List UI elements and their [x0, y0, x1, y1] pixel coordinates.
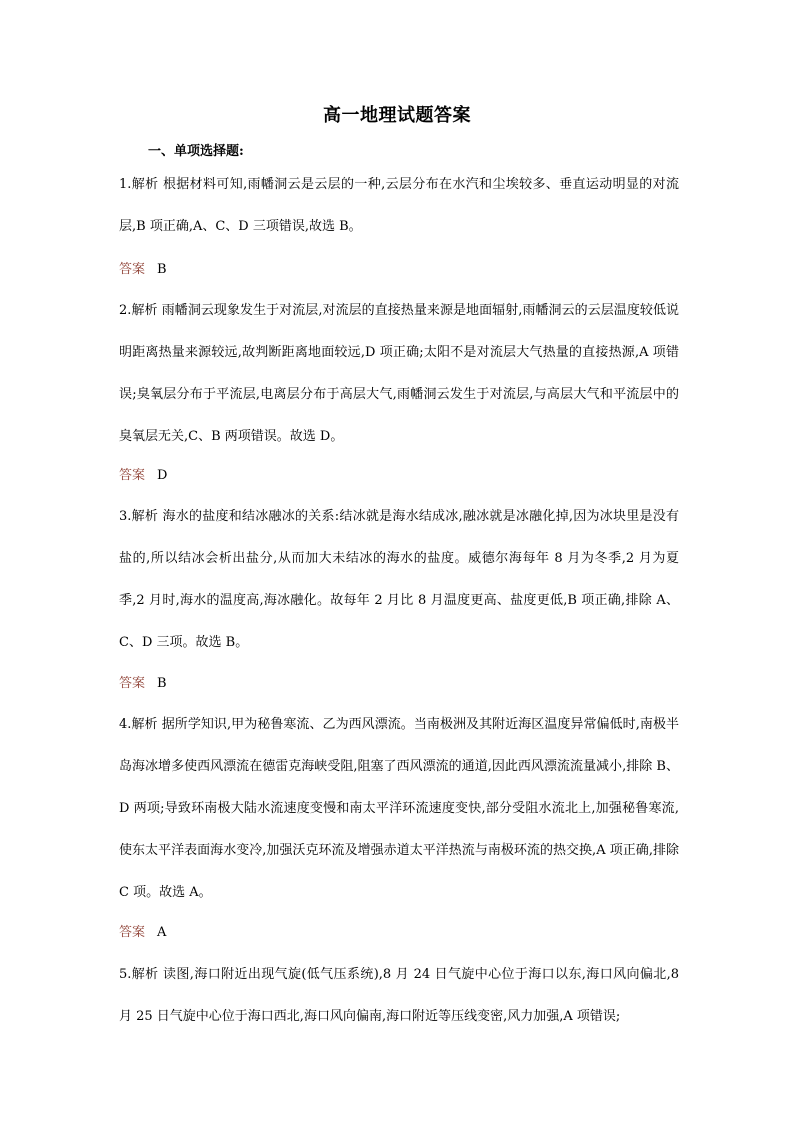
- explanation-2: 2.解析 雨幡洞云现象发生于对流层,对流层的直接热量来源是地面辐射,雨幡洞云的云层温度较低说明距离热量来源较远,故判断距离地面较远,D 项正确;太阳不是对流层大气热量的直接热源,A 项错误;臭氧层分布于平流层,电离层分布于高层大气,雨幡洞云发生于对流层,与高层大气和平流层中的臭氧层无关,C、B 两项错误。故选 D。: [119, 303, 679, 444]
- answer-label: 答案: [119, 925, 146, 940]
- answer-1: [119, 260, 167, 280]
- explanation-4: 4.解析 据所学知识,甲为秘鲁寒流、乙为西风漂流。当南极洲及其附近海区温度异常偏低时,南极半岛海冰增多使西风漂流在德雷克海峡受阻,阻塞了西风漂流的通道,因此西风漂流流量减小,排除 B、D 两项;导致环南极大陆水流速度变慢和南太平洋环流速度变快,部分受阻水流北上,加强秘鲁寒流,使东太平洋表面海水变冷,加强沃克环流及增强赤道太平洋热流与南极环流的热交换,A 项正确,排除 C 项。故选 A。: [119, 717, 679, 900]
- explanation-3: 3.解析 海水的盐度和结冰融冰的关系:结冰就是海水结成冰,融冰就是冰融化掉,因为冰块里是没有盐的,所以结冰会析出盐分,从而加大未结冰的海水的盐度。威德尔海每年 8 月为冬季,2 月为夏季,2 月时,海水的温度高,海冰融化。故每年 2 月比 8 月温度更高、盐度更低,B 项正确,排除 A、C、D 三项。故选 B。: [119, 509, 679, 650]
- explanation-5: 5.解析 读图,海口附近出现气旋(低气压系统),8 月 24 日气旋中心位于海口以东,海口风向偏北,8 月 25 日气旋中心位于海口西北,海口风向偏南,海口附近等压线变密,风力加强,A 项错误;: [119, 967, 679, 1024]
- answer-2: [119, 466, 167, 486]
- explanation-1: 1.解析 根据材料可知,雨幡洞云是云层的一种,云层分布在水汽和尘埃较多、垂直运动明显的对流层,B 项正确,A、C、D 三项错误,故选 B。: [119, 177, 679, 234]
- answer-value: D: [157, 468, 168, 483]
- answer-label: 答案: [119, 676, 146, 691]
- answer-4: [119, 923, 166, 943]
- page-title: 高一地理试题答案: [323, 105, 471, 126]
- answer-value: B: [157, 676, 167, 691]
- answer-value: A: [157, 925, 167, 940]
- answer-3: [119, 674, 167, 694]
- answer-label: 答案: [119, 468, 146, 483]
- section-heading: 一、单项选择题:: [148, 144, 244, 159]
- answer-label: 答案: [119, 262, 146, 277]
- answer-value: B: [157, 262, 167, 277]
